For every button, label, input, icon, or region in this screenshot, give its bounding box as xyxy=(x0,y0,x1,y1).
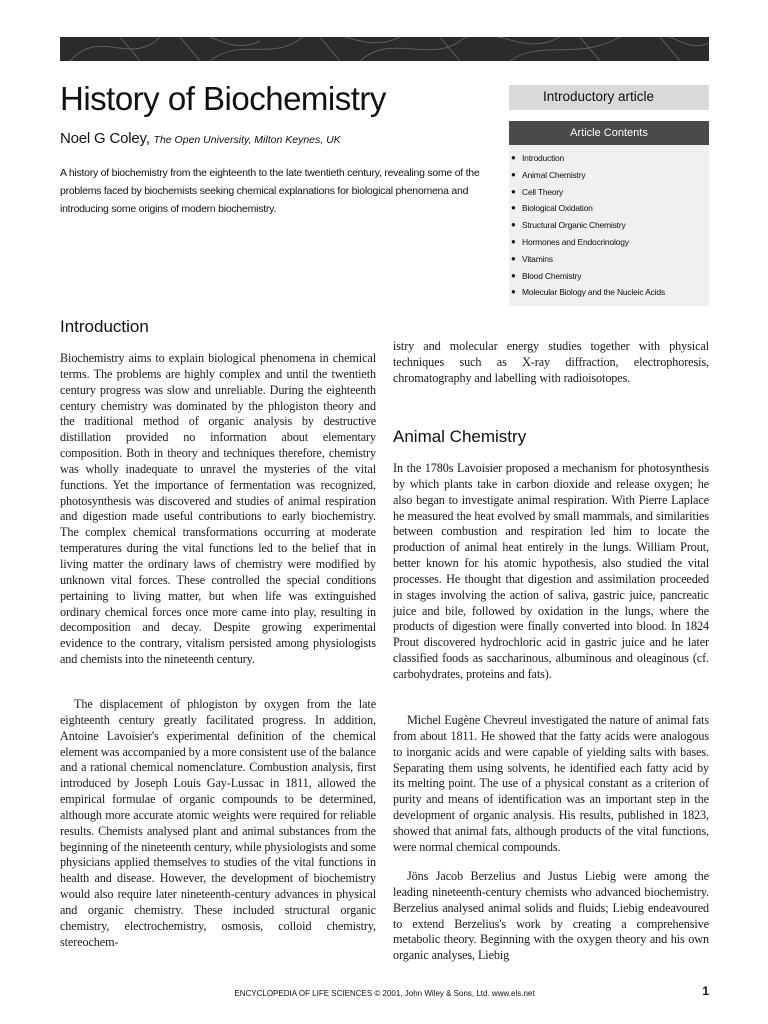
contents-item[interactable] xyxy=(509,200,709,217)
page-number: 1 xyxy=(702,984,709,998)
bullet-icon: ● xyxy=(511,186,516,196)
contents-item-label: Biological Oxidation xyxy=(522,203,593,214)
animal-chemistry-paragraph-2: Michel Eugène Chevreul investigated the nature of animal fats from about 1811. He showed that the fatty acids were analogous to inorganic acids and were capable of yielding salts with bases. Separating them using solvents, he identified each fatty acid by its melting point. The use of a physical constant as a criterion of purity and means of identification was an important step in the development of organic analysis. His results, published in 1823, showed that animal fats, although products of the vital functions, were normal chemical compounds. xyxy=(393,713,709,854)
contents-item[interactable] xyxy=(509,150,709,167)
header-banner xyxy=(60,37,709,61)
article-contents-box xyxy=(509,121,709,306)
bullet-icon: ● xyxy=(511,287,516,297)
contents-item-label: Animal Chemistry xyxy=(522,169,586,180)
banner-pattern xyxy=(60,37,709,61)
contents-item[interactable] xyxy=(509,217,709,234)
author-name: Noel G Coley, xyxy=(60,130,150,147)
article-contents-heading: Article Contents xyxy=(509,121,709,145)
contents-item-label: Vitamins xyxy=(522,253,553,264)
contents-item[interactable] xyxy=(509,284,709,301)
article-type-label: Introductory article xyxy=(543,89,655,104)
bullet-icon: ● xyxy=(511,203,516,213)
contents-item-label: Hormones and Endocrinology xyxy=(522,236,629,247)
bullet-icon: ● xyxy=(511,220,516,230)
animal-chemistry-paragraph-1: In the 1780s Lavoisier proposed a mechanism for photosynthesis by which plants take in carbon dioxide and release oxygen; he also began to investigate animal respiration. With Pierre Laplace he measured the heat evolved by small mammals, and similarities between combustion and respiration led him to locate the production of animal heat entirely in the lungs. William Prout, better known for his atomic hypothesis, also studied the vital processes. He thought that digestion and assimilation proceeded in stages involving the action of saliva, gastric juice, pancreatic juice and bile, followed by oxidation in the lungs, where the products of digestion were finally converted into blood. In 1824 Prout discovered hydrochloric acid in gastric juice and he later classified foods as saccharinous, albuminous and oleaginous (cf. carbohydrates, proteins and fats). xyxy=(393,461,709,681)
author-affiliation: The Open University, Milton Keynes, UK xyxy=(153,134,341,146)
contents-item-label: Blood Chemistry xyxy=(522,270,582,281)
article-title: History of Biochemistry xyxy=(60,80,386,117)
bullet-icon: ● xyxy=(511,153,516,162)
contents-item[interactable] xyxy=(509,184,709,201)
contents-item[interactable] xyxy=(509,251,709,268)
contents-item[interactable] xyxy=(509,167,709,184)
contents-item-label: Introduction xyxy=(522,153,565,163)
contents-item-label: Cell Theory xyxy=(522,186,564,197)
section-heading-introduction: Introduction xyxy=(60,317,149,336)
section-heading-animal-chemistry: Animal Chemistry xyxy=(393,427,527,446)
author-line xyxy=(60,130,341,147)
bullet-icon: ● xyxy=(511,169,516,179)
intro-paragraph-2: The displacement of phlogiston by oxygen from the late eighteenth century greatly facilitated progress. In addition, Antoine Lavoisier's experimental definition of the chemical element was accompanied by a more consistent use of the balance and a rational chemical nomenclature. Combustion analysis, first introduced by Joseph Louis Gay-Lussac in 1811, allowed the empirical formulae of organic compounds to be determined, although more accurate atomic weights were required for reliable results. Chemists analysed plant and animal substances from the beginning of the nineteenth century, while physiologists and some physicians applied themselves to studies of the vital functions in health and disease. However, the development of biochemistry would also require later nineteenth-century advances in physical and organic chemistry. These included structural organic chemistry, electrochemistry, osmosis, colloid chemistry, stereochem- xyxy=(60,697,376,949)
contents-list xyxy=(509,150,709,301)
contents-item[interactable] xyxy=(509,234,709,251)
bullet-icon: ● xyxy=(511,253,516,263)
article-type-box xyxy=(509,85,709,110)
contents-item-label: Structural Organic Chemistry xyxy=(522,220,626,231)
intro-paragraph-1: Biochemistry aims to explain biological phenomena in chemical terms. The problems are highly complex and until the twentieth century progress was slow and unreliable. During the eighteenth century chemistry was dominated by the phlogiston theory and the traditional method of organic analysis by destructive distillation provided no information about elementary composition. Both in theory and techniques therefore, chemistry was wholly inadequate to unravel the mysteries of the vital functions. Yet the importance of fermentation was recognized, photosynthesis was discovered and studies of animal respiration and digestion made useful contributions to early biochemistry. The complex chemical transformations occurring at moderate temperatures during the vital functions led to the belief that in living matter the ordinary laws of chemistry were modified by unknown vital forces. These controlled the special conditions pertaining to living matter, but when life was extinguished ordinary chemical forces once more came into play, resulting in decomposition and decay. Despite growing experimental evidence to the contrary, vitalism persisted among physiologists and chemists into the nineteenth century. xyxy=(60,351,376,667)
contents-item-label: Molecular Biology and the Nucleic Acids xyxy=(522,287,665,298)
animal-chemistry-paragraph-3: Jöns Jacob Berzelius and Justus Liebig were among the leading nineteenth-century chemists who advanced biochemistry. Berzelius analysed animal solids and fluids; Liebig endeavoured to extend Berzelius's work by creating a comprehensive metabolic theory. Beginning with the oxygen theory and his own organic analyses, Liebig xyxy=(393,869,709,963)
bullet-icon: ● xyxy=(511,236,516,246)
intro-paragraph-2-continued: istry and molecular energy studies together with physical techniques such as X-ray diffraction, electrophoresis, chromatography and labelling with radioisotopes. xyxy=(393,339,709,385)
bullet-icon: ● xyxy=(511,270,516,280)
contents-item[interactable] xyxy=(509,268,709,285)
page-footer: ENCYCLOPEDIA OF LIFE SCIENCES © 2001, John Wiley & Sons, Ltd. www.els.net xyxy=(234,989,535,998)
abstract: A history of biochemistry from the eighteenth to the late twentieth century, revealing some of the problems faced by biochemists seeking chemical explanations for biological phenomena and introducing some origins of modern biochemistry. xyxy=(60,167,480,215)
